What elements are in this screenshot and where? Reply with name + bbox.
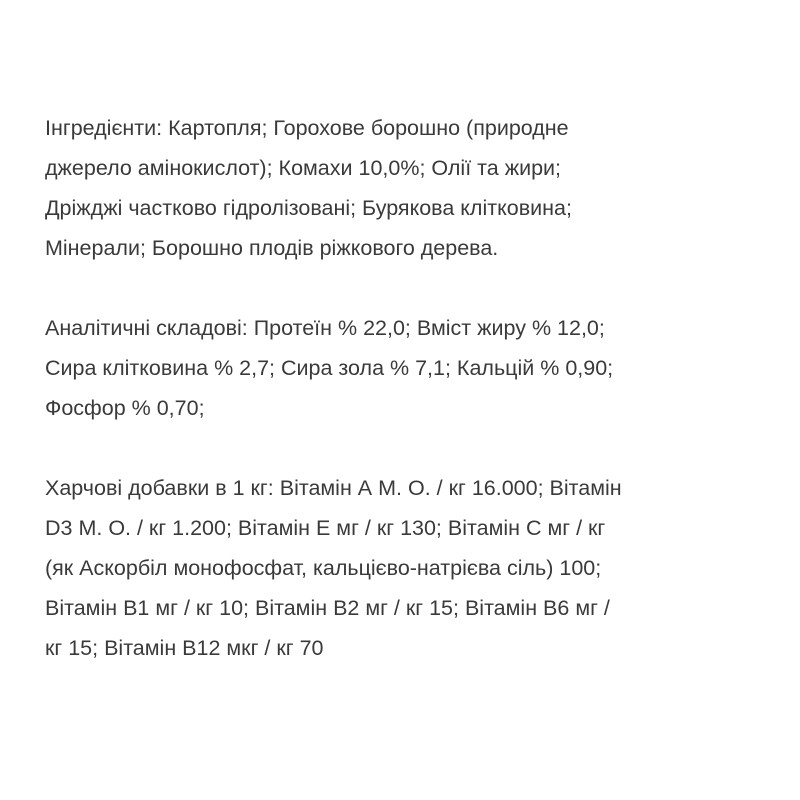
nutritional-additives-paragraph (45, 468, 760, 668)
analytical-components-paragraph (45, 308, 760, 428)
additives-line: (як Аскорбіл монофосфат, кальцієво-натрієва сіль) 100; (45, 556, 602, 580)
ingredients-paragraph (45, 108, 760, 268)
ingredients-line: Інгредієнти: Картопля; Горохове борошно (природне (45, 116, 569, 140)
analytical-line: Сира клітковина % 2,7; Сира зола % 7,1; Кальцій % 0,90; (45, 356, 614, 380)
additives-line: D3 М. О. / кг 1.200; Вітамін Е мг / кг 130; Вітамін С мг / кг (45, 516, 606, 540)
analytical-line: Аналітичні складові: Протеїн % 22,0; Вміст жиру % 12,0; (45, 316, 605, 340)
ingredients-line: Мінерали; Борошно плодів ріжкового дерева. (45, 236, 499, 260)
additives-line: кг 15; Вітамін В12 мкг / кг 70 (45, 636, 324, 660)
ingredients-line: джерело амінокислот); Комахи 10,0%; Олії та жири; (45, 156, 562, 180)
additives-line: Харчові добавки в 1 кг: Вітамін А М. О. / кг 16.000; Вітамін (45, 476, 622, 500)
additives-line: Вітамін В1 мг / кг 10; Вітамін В2 мг / кг 15; Вітамін В6 мг / (45, 596, 610, 620)
ingredients-line: Дріжджі частково гідролізовані; Бурякова клітковина; (45, 196, 572, 220)
analytical-line: Фосфор % 0,70; (45, 396, 205, 420)
